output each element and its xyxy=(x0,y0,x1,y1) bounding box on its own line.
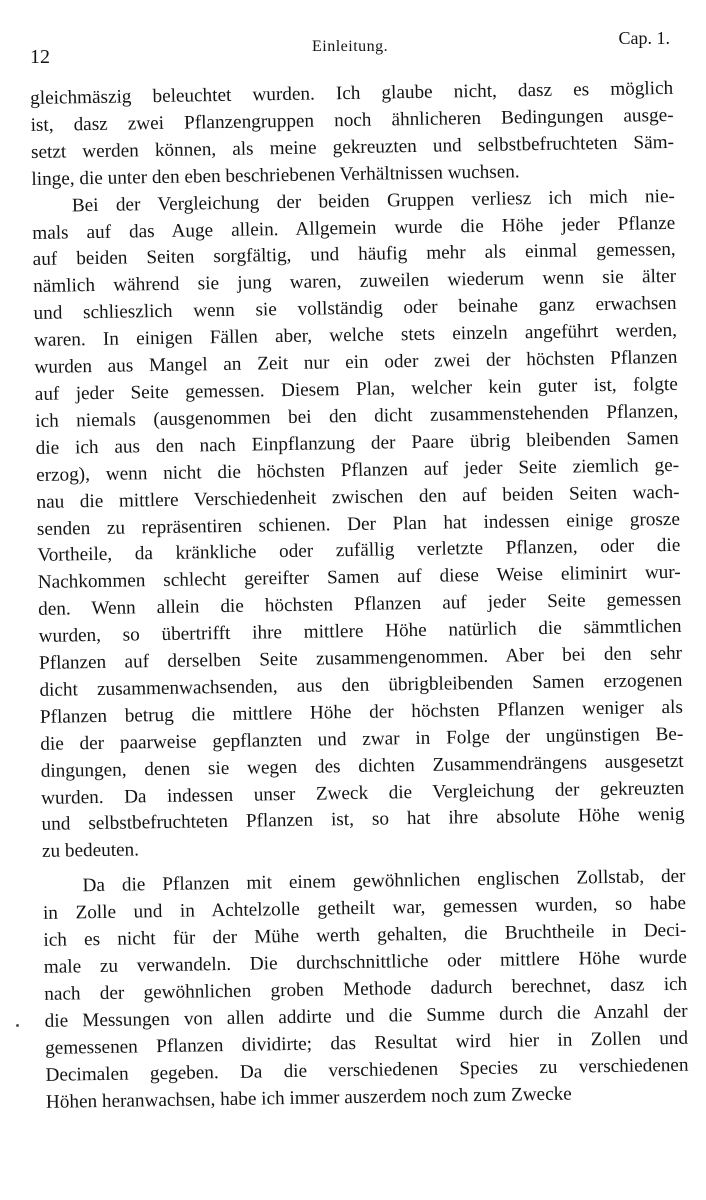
text-line: male zu verwandeln. Die durchschnittliche oder mittlere Höhe wurde xyxy=(43,946,687,978)
text-line: nämlich während sie jung waren, zuweilen wiederum wenn sie älter xyxy=(32,266,677,298)
text-line: ist, dasz zwei Pflanzengruppen noch ähnlicheren Bedingungen ausge- xyxy=(30,104,674,136)
text-line: wurden, so übertrifft ihre mittlere Höhe natürlich die sämmtlichen xyxy=(38,615,682,648)
text-line: dicht zusammenwachsenden, aus den übrigbleibenden Samen erzogenen xyxy=(39,669,683,701)
text-line: mals auf das Auge allein. Allgemein wurde die Höhe jeder Pflanze xyxy=(32,212,676,244)
text-line: gleichmäszig beleuchtet wurden. Ich glaube nicht, dasz es möglich xyxy=(30,77,674,109)
text-line: auf jeder Seite gemessen. Diesem Plan, welcher kein guter ist, folgte xyxy=(34,373,678,405)
text-line: und schlieszlich wenn sie vollständig oder beinahe ganz erwachsen xyxy=(33,293,677,325)
text-line: ich niemals (ausgenommen bei den dicht zusammenstehenden Pflanzen, xyxy=(35,400,679,432)
text-line: setzt werden können, als meine gekreuzten und selbstbefruchteten Säm- xyxy=(30,131,675,163)
text-line: linge, die unter den eben beschriebenen Verhältnissen wuchsen. xyxy=(31,161,520,190)
text-line: senden zu repräsentiren schienen. Der Plan hat indessen einige grosze xyxy=(36,508,681,540)
text-line: erzog), wenn nicht die höchsten Pflanzen auf jeder Seite ziemlich ge- xyxy=(35,454,680,486)
text-line: und selbstbefruchteten Pflanzen ist, so hat ihre absolute Höhe wenig xyxy=(41,804,685,836)
text-line: Höhen heranwachsen, habe ich immer auszerdem noch zum Zwecke xyxy=(45,1083,572,1113)
paragraph xyxy=(30,76,675,194)
paragraph xyxy=(32,184,685,867)
page-number: 12 xyxy=(30,46,50,68)
text-line: auf beiden Seiten sorgfältig, und häufig mehr als einmal gemessen, xyxy=(32,239,676,271)
text-line: Vortheile, da kränkliche oder zufällig verletzte Pflanzen, oder die xyxy=(37,535,681,567)
text-line: Bei der Vergleichung der beiden Gruppen verliesz ich mich nie- xyxy=(71,185,675,216)
text-line: dingungen, denen sie wegen des dichten Zusammendrängens ausgesetzt xyxy=(40,750,684,782)
margin-dot xyxy=(16,1024,19,1027)
text-line: Da die Pflanzen mit einem gewöhnlichen englischen Zollstab, der xyxy=(82,866,686,897)
text-line: ich es nicht für der Mühe werth gehalten, die Bruchtheile in Deci- xyxy=(43,919,687,951)
paragraph xyxy=(42,864,689,1116)
text-line: wurden. Da indessen unser Zweck die Vergleichung der gekreuzten xyxy=(41,777,685,809)
text-line: die Messungen von allen addirte und die Summe durch die Anzahl der xyxy=(44,1000,688,1032)
text-line: in Zolle und in Achtelzolle getheilt war, gemessen wurden, so habe xyxy=(42,892,687,925)
text-line: zu bedeuten. xyxy=(41,839,140,863)
body-text xyxy=(30,76,689,1116)
text-line: nach der gewöhnlichen groben Methode dadurch berechnet, dasz ich xyxy=(44,973,688,1005)
text-line: nau die mittlere Verschiedenheit zwischen den auf beiden Seiten wach- xyxy=(36,481,680,513)
text-line: gemessenen Pflanzen dividirte; das Resultat wird hier in Zollen und xyxy=(44,1027,689,1059)
text-line: die ich aus den nach Einpflanzung der Paare übrig bleibenden Samen xyxy=(35,427,679,459)
text-line: waren. In einigen Fällen aber, welche stets einzeln angeführt werden, xyxy=(33,320,678,352)
text-line: Decimalen gegeben. Da die verschiedenen Species zu verschiedenen xyxy=(45,1054,689,1086)
running-title: Einleitung. xyxy=(312,38,389,55)
chapter-label: Cap. 1. xyxy=(618,28,670,48)
text-line: die der paarweise gepflanzten und zwar in Folge der ungünstigen Be- xyxy=(40,723,684,755)
text-line: wurden aus Mangel an Zeit nur ein oder zwei der höchsten Pflanzen xyxy=(34,346,678,379)
text-line: Pflanzen auf derselben Seite zusammengenommen. Aber bei den sehr xyxy=(38,642,683,674)
page-header xyxy=(30,28,670,68)
text-line: den. Wenn allein die höchsten Pflanzen auf jeder Seite gemessen xyxy=(38,589,682,621)
text-line: Nachkommen schlecht gereifter Samen auf diese Weise eliminirt wur- xyxy=(37,562,681,594)
text-line: Pflanzen betrug die mittlere Höhe der höchsten Pflanzen weniger als xyxy=(39,696,684,728)
